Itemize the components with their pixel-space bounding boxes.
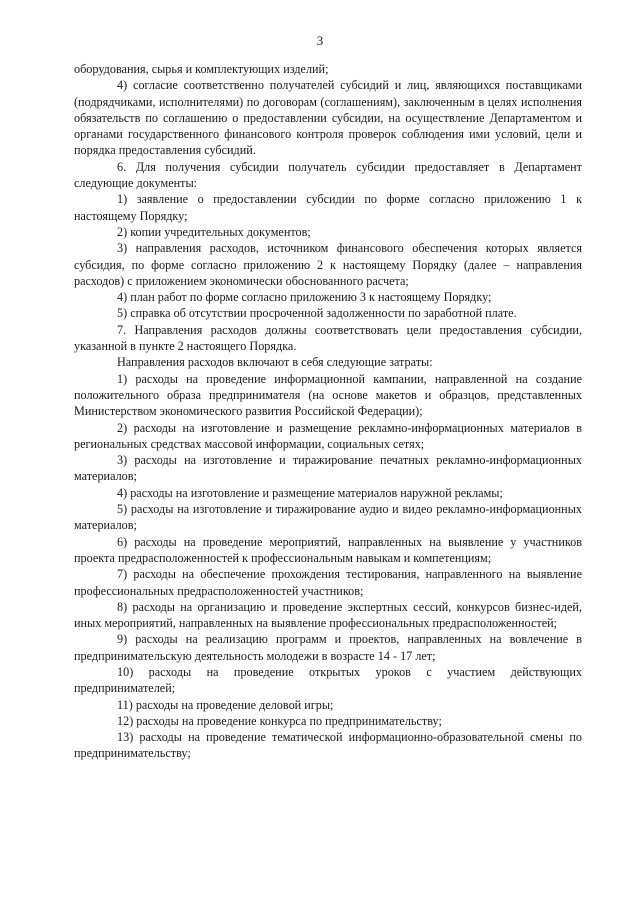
- paragraph-expense-2: 2) расходы на изготовление и размещение рекламно-информационных материалов в региональных средствах массовой информации, социальных сетях;: [74, 420, 582, 451]
- paragraph-expenses-intro: Направления расходов включают в себя следующие затраты:: [117, 355, 433, 370]
- paragraph-clause-7: 7. Направления расходов должны соответствовать цели предоставления субсидии, указанной в пункте 2 настоящего Порядка.: [74, 322, 582, 354]
- paragraph-expense-1: 1) расходы на проведение информационной кампании, направленной на создание положительного образа предпринимателя (на основе макетов и образцов, представленных Министерством экономического развития Российской Федерации);: [74, 371, 582, 419]
- paragraph-expense-3: 3) расходы на изготовление и тиражирование печатных рекламно-информационных материалов;: [74, 453, 582, 484]
- paragraph-expense-6: 6) расходы на проведение мероприятий, направленных на выявление у участников проекта предрасположенностей к профессиональным навыкам и компетенциям;: [74, 534, 582, 565]
- paragraph-item-4-consent: 4) согласие соответственно получателей субсидий и лиц, являющихся поставщиками (подрядчиками, исполнителями) по договорам (соглашениям), заключенным в целях исполнения обязательств по соглашению о предоставлении субсидии, на осуществление Департаментом и органами государственного финансового контроля проверок соблюдения ими условий, цели и порядка предоставления субсидий.: [74, 78, 582, 158]
- paragraph-expense-8: 8) расходы на организацию и проведение экспертных сессий, конкурсов бизнес-идей, иных мероприятий, направленных на выявление профессиональных предрасположенностей;: [74, 599, 582, 631]
- paragraph-doc-4: 4) план работ по форме согласно приложению 3 к настоящему Порядку;: [117, 290, 492, 305]
- paragraph-expense-13: 13) расходы на проведение тематической информационно-образовательной смены по предпринимательству;: [74, 730, 582, 761]
- paragraph-continuation: оборудования, сырья и комплектующих изделий;: [74, 62, 329, 76]
- paragraph-expense-9: 9) расходы на реализацию программ и проектов, направленных на вовлечение в предпринимательскую деятельность молодежи в возрасте 14 - 17 лет;: [74, 632, 582, 663]
- paragraph-expense-12: 12) расходы на проведение конкурса по предпринимательству;: [117, 713, 442, 728]
- page-number: 3: [316, 33, 324, 48]
- paragraph-expense-7: 7) расходы на обеспечение прохождения тестирования, направленного на выявление профессиональных предрасположенностей участников;: [74, 567, 582, 598]
- paragraph-doc-2: 2) копии учредительных документов;: [117, 224, 311, 239]
- document-body: [74, 61, 582, 762]
- paragraph-expense-5: 5) расходы на изготовление и тиражирование аудио и видео рекламно-информационных материалов;: [74, 502, 582, 533]
- paragraph-expense-4: 4) расходы на изготовление и размещение материалов наружной рекламы;: [117, 485, 503, 500]
- paragraph-clause-6: 6. Для получения субсидии получатель субсидии предоставляет в Департамент следующие документы:: [74, 159, 582, 191]
- paragraph-doc-5: 5) справка об отсутствии просроченной задолженности по заработной плате.: [117, 306, 517, 321]
- paragraph-doc-3: 3) направления расходов, источником финансового обеспечения которых является субсидия, по форме согласно приложению 2 к настоящему Порядку (далее – направления расходов) с приложением экономически обоснованного расчета;: [74, 241, 582, 288]
- paragraph-expense-10: 10) расходы на проведение открытых уроков с участием действующих предпринимателей;: [74, 664, 582, 696]
- paragraph-doc-1: 1) заявление о предоставлении субсидии по форме согласно приложению 1 к настоящему Порядку;: [74, 192, 582, 223]
- paragraph-expense-11: 11) расходы на проведение деловой игры;: [117, 697, 334, 712]
